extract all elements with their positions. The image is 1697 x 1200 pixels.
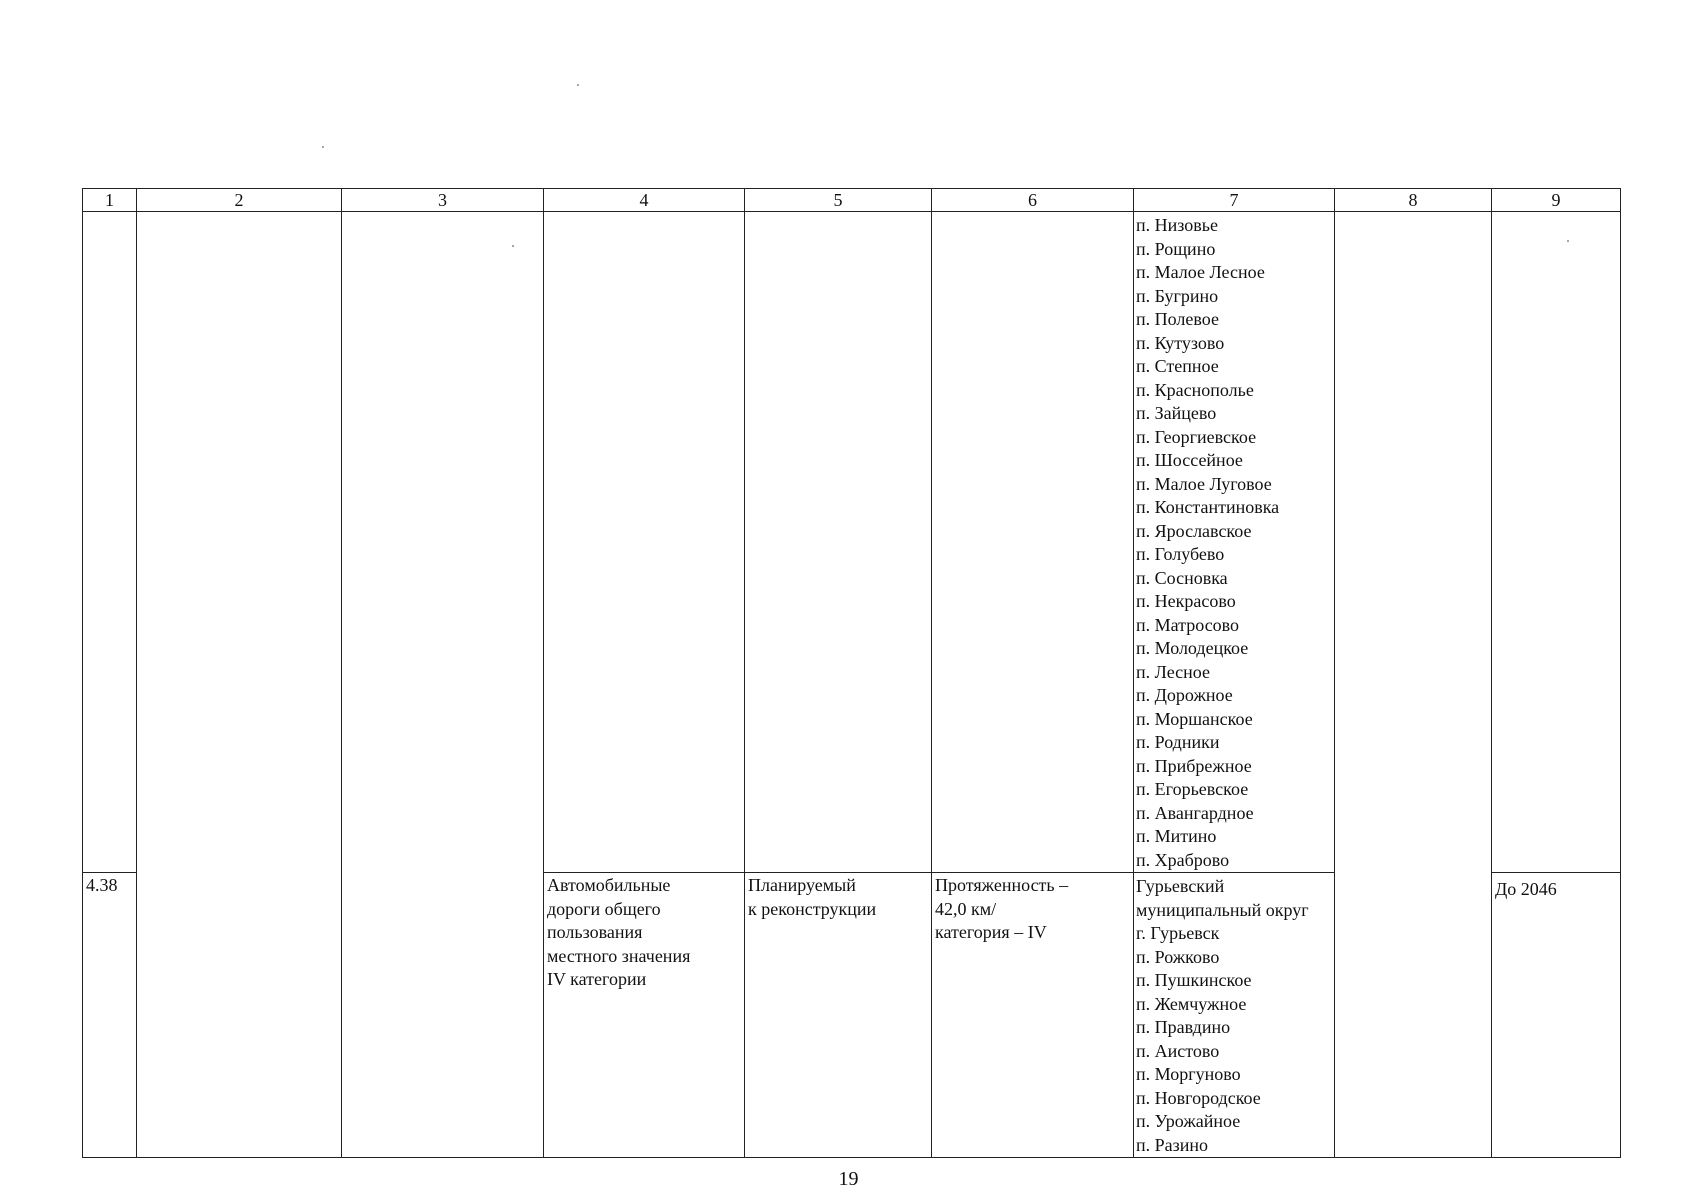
text-line: Гурьевский	[1136, 876, 1225, 896]
text-line: IV категории	[547, 969, 647, 989]
text-line: Планируемый	[748, 875, 856, 895]
text-line: п. Прибрежное	[1136, 755, 1252, 776]
scan-speck	[322, 146, 324, 148]
empty-cell	[1335, 212, 1492, 1158]
text-line: местного значения	[547, 945, 691, 966]
text-line: п. Рожково	[1136, 946, 1220, 967]
text-line: п. Жемчужное	[1136, 993, 1247, 1014]
page-number: 19	[838, 1168, 859, 1190]
text-line: п. Краснополье	[1136, 379, 1254, 400]
text-line: Протяженность –	[935, 875, 1069, 895]
planning-table	[82, 188, 1621, 1158]
column-number: 8	[1335, 189, 1492, 212]
text-line: 42,0 км/	[935, 898, 997, 919]
text-line: п. Матросово	[1136, 614, 1240, 635]
empty-cell	[932, 212, 1134, 873]
text-line: п. Правдино	[1136, 1017, 1231, 1037]
empty-cell	[137, 212, 342, 1158]
text-line: п. Кутузово	[1136, 332, 1225, 353]
text-line: муниципальный округ	[1136, 899, 1309, 920]
text-line: п. Бугрино	[1136, 285, 1219, 306]
scan-speck	[577, 84, 579, 86]
column-number: 4	[544, 189, 745, 212]
text-line: п. Урожайное	[1136, 1111, 1241, 1131]
text-line: п. Авангардное	[1136, 802, 1254, 823]
empty-cell	[342, 212, 544, 1158]
text-line: п. Родники	[1136, 732, 1220, 752]
status-cell	[745, 873, 932, 1158]
deadline-cell: До 2046	[1492, 873, 1621, 1158]
text-line: п. Новгородское	[1136, 1087, 1261, 1108]
text-line: п. Малое Луговое	[1136, 473, 1272, 494]
localities-cell	[1134, 212, 1335, 873]
text-line: п. Сосновка	[1136, 567, 1228, 588]
text-line: п. Шоссейное	[1136, 450, 1243, 470]
text-line: п. Голубево	[1136, 544, 1225, 564]
text-line: п. Ярославское	[1136, 520, 1252, 541]
text-line: к реконструкции	[748, 898, 877, 919]
text-line: п. Георгиевское	[1136, 426, 1257, 447]
text-line: п. Константиновка	[1136, 497, 1280, 517]
text-line: категория – IV	[935, 922, 1047, 942]
characteristics-cell	[932, 873, 1134, 1158]
text-line: п. Степное	[1136, 356, 1219, 376]
text-line: п. Пушкинское	[1136, 970, 1252, 990]
column-number: 5	[745, 189, 932, 212]
column-number-row	[83, 189, 1621, 212]
text-line: п. Дорожное	[1136, 685, 1233, 705]
text-line: п. Егорьевское	[1136, 779, 1249, 799]
text-line: п. Некрасово	[1136, 591, 1236, 611]
text-line: п. Полевое	[1136, 309, 1219, 329]
row-number: 4.38	[83, 873, 137, 1158]
text-line: п. Зайцево	[1136, 403, 1217, 423]
empty-cell	[544, 212, 745, 873]
column-number: 3	[342, 189, 544, 212]
column-number: 6	[932, 189, 1134, 212]
empty-cell	[1492, 212, 1621, 873]
object-type-cell	[544, 873, 745, 1158]
text-line: Автомобильные	[547, 875, 671, 895]
continued-row	[83, 212, 1621, 873]
text-line: пользования	[547, 922, 643, 942]
scan-speck	[512, 245, 514, 247]
scan-speck	[1567, 240, 1569, 242]
text-line: п. Храброво	[1136, 849, 1230, 870]
text-line: п. Аистово	[1136, 1040, 1220, 1061]
text-line: п. Молодецкое	[1136, 638, 1249, 658]
empty-cell	[745, 212, 932, 873]
text-line: п. Малое Лесное	[1136, 262, 1265, 282]
column-number: 1	[83, 189, 137, 212]
column-number: 9	[1492, 189, 1621, 212]
text-line: п. Моргуново	[1136, 1064, 1241, 1084]
text-line: п. Моршанское	[1136, 708, 1253, 729]
column-number: 2	[137, 189, 342, 212]
text-line: п. Низовье	[1136, 215, 1218, 235]
column-number: 7	[1134, 189, 1335, 212]
empty-cell	[83, 212, 137, 873]
text-line: п. Митино	[1136, 826, 1217, 846]
text-line: п. Рощино	[1136, 238, 1216, 259]
text-line: п. Разино	[1136, 1134, 1209, 1155]
text-line: дороги общего	[547, 898, 661, 919]
text-line: п. Лесное	[1136, 661, 1210, 682]
text-line: г. Гурьевск	[1136, 923, 1220, 943]
localities-cell	[1134, 873, 1335, 1158]
